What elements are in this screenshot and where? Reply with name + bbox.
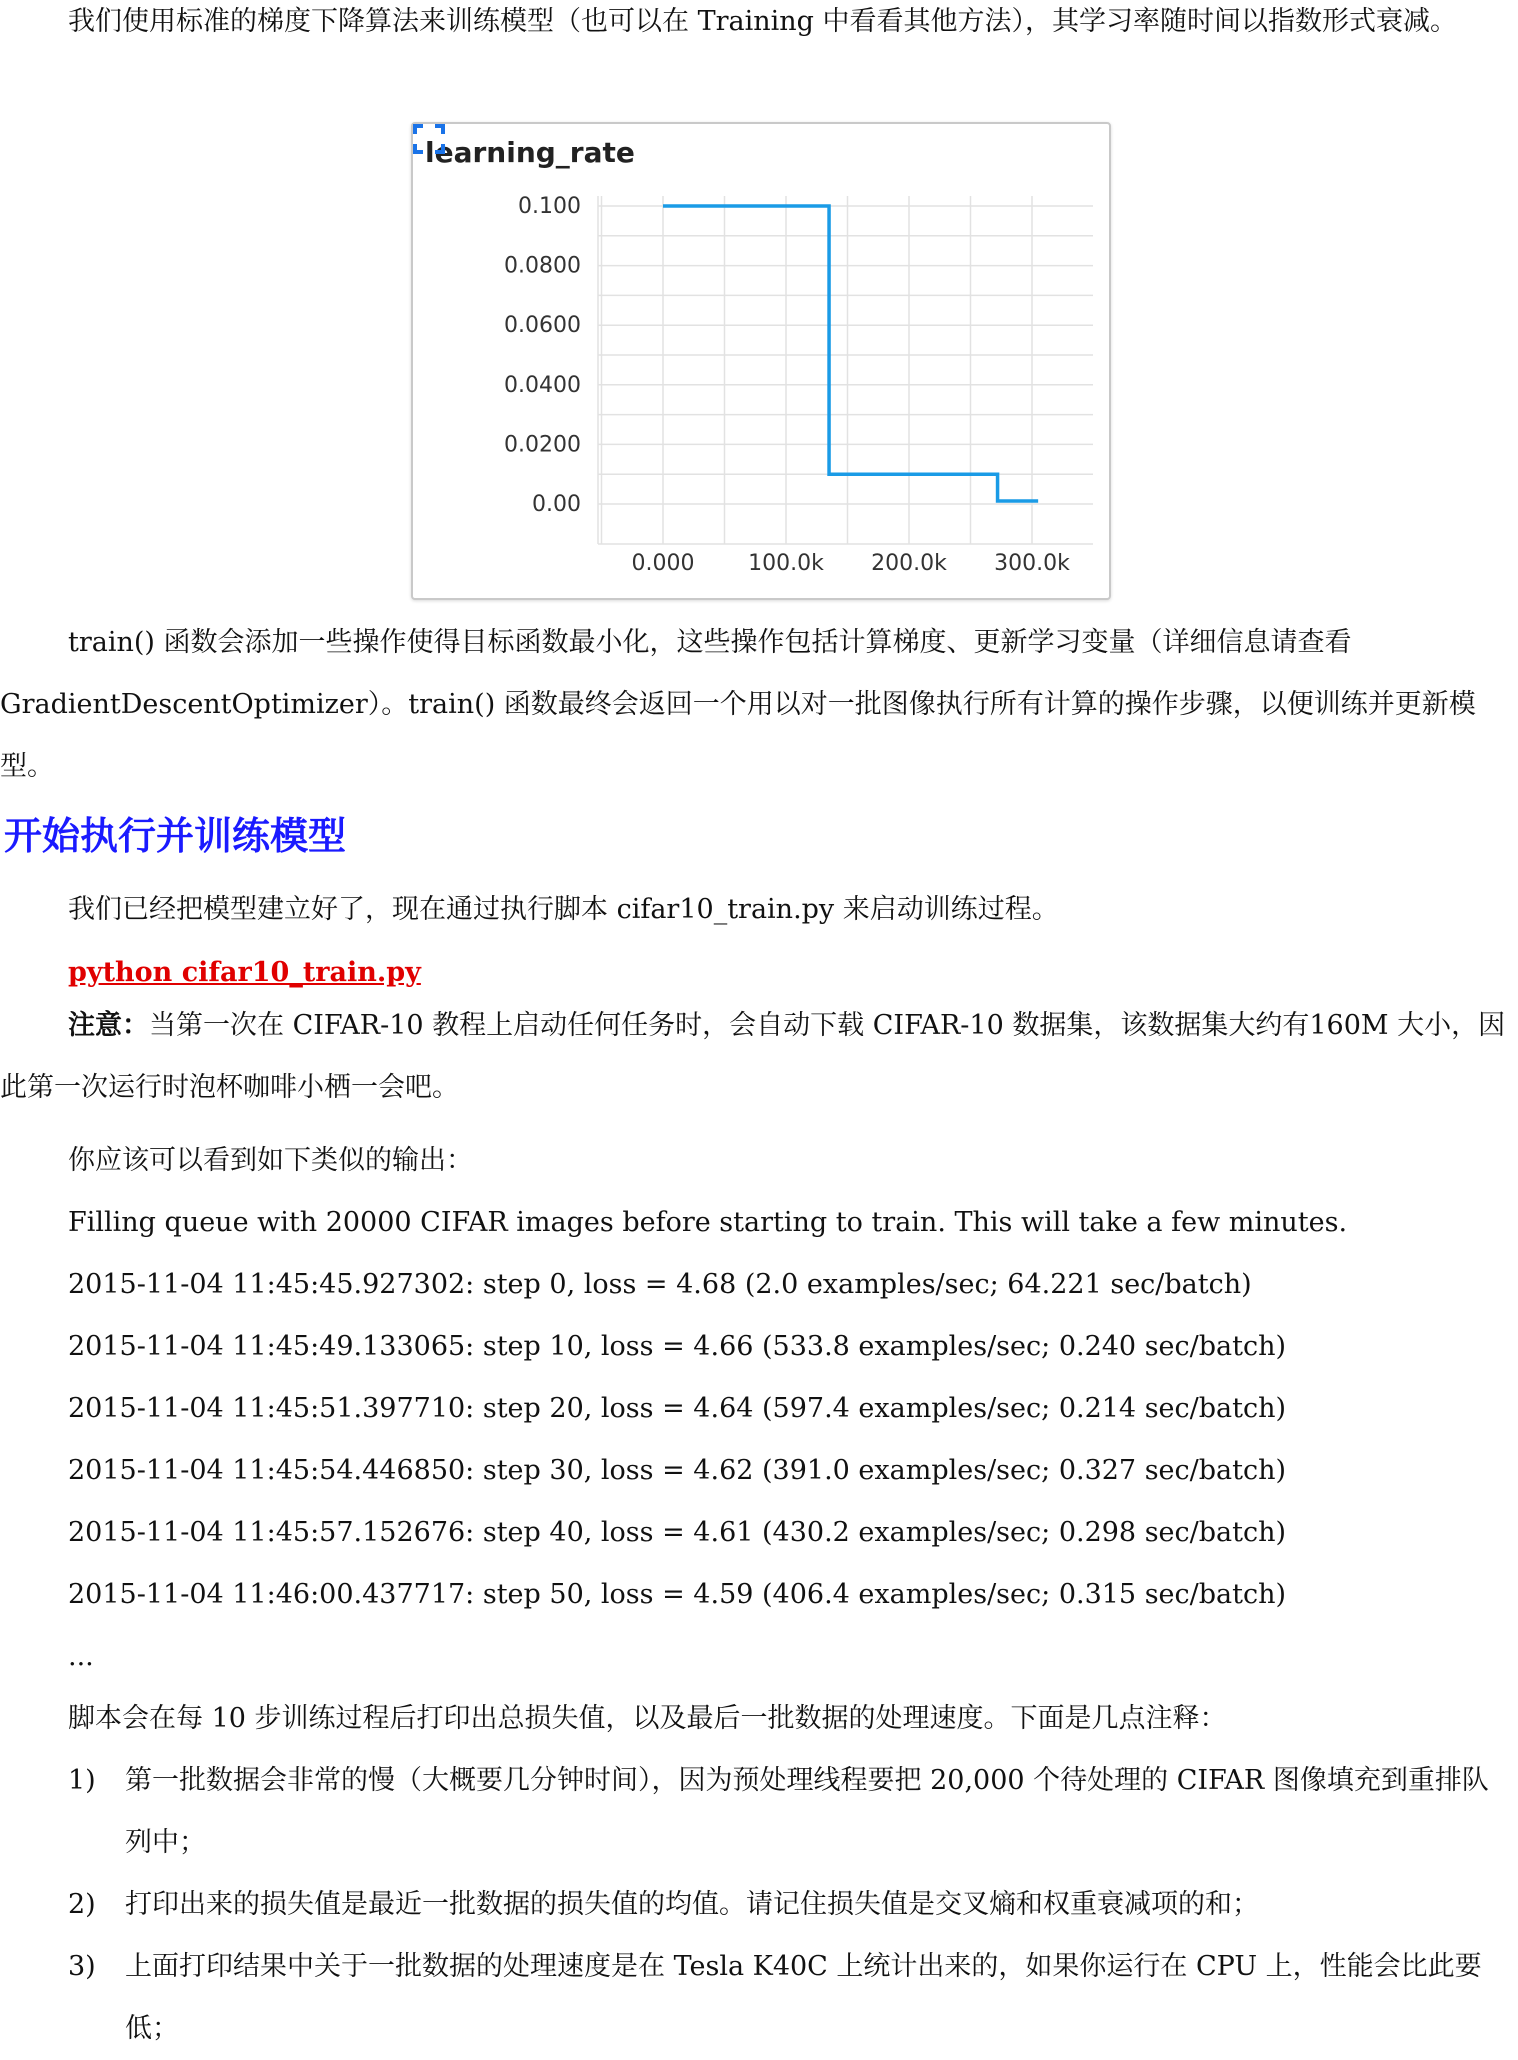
section-intro: 我们已经把模型建立好了，现在通过执行脚本 cifar10_train.py 来启动训练过程。 — [68, 894, 1059, 925]
y-tick-label: 0.100 — [518, 194, 581, 219]
list-number: 1) — [68, 1765, 96, 1796]
output-line: 2015-11-04 11:45:45.927302: step 0, loss = 4.68 (2.0 examples/sec; 64.221 sec/batch) — [68, 1269, 1252, 1300]
note-label: 注意： — [68, 1010, 149, 1041]
list-number: 3) — [68, 1951, 96, 1982]
output-line: 2015-11-04 11:45:51.397710: step 20, loss = 4.64 (597.4 examples/sec; 0.214 sec/batch) — [68, 1393, 1287, 1424]
list-number: 2) — [68, 1889, 96, 1920]
y-tick-label: 0.0400 — [504, 372, 581, 398]
output-line: 2015-11-04 11:45:54.446850: step 30, loss = 4.62 (391.0 examples/sec; 0.327 sec/batch) — [68, 1455, 1287, 1486]
list-item — [0, 1750, 1510, 1874]
learning-rate-series-line — [663, 206, 1038, 501]
note-text: 当第一次在 CIFAR-10 教程上启动任何任务时，会自动下载 CIFAR-10 数据集，该数据集大约有160M 大小，因此第一次运行时泡杯咖啡小栖一会吧。 — [0, 1010, 1506, 1103]
output-intro: 你应该可以看到如下类似的输出： — [68, 1145, 473, 1176]
list-text: 上面打印结果中关于一批数据的处理速度是在 Tesla K40C 上统计出来的，如果你运行在 CPU 上，性能会比此要低； — [125, 1951, 1482, 2044]
y-tick-label: 0.00 — [532, 492, 581, 517]
x-tick-label: 100.0k — [748, 551, 824, 576]
output-ellipsis: ... — [68, 1641, 94, 1672]
chart-title: learning_rate — [425, 136, 635, 169]
intro-paragraph: 我们使用标准的梯度下降算法来训练模型（也可以在 Training 中看看其他方法），其学习率随时间以指数形式衰减。 — [68, 6, 1458, 37]
x-tick-label: 300.0k — [994, 551, 1070, 576]
output-line: 2015-11-04 11:45:49.133065: step 10, loss = 4.66 (533.8 examples/sec; 0.240 sec/batch) — [68, 1331, 1287, 1362]
chart-plot — [413, 124, 1109, 598]
x-tick-label: 200.0k — [871, 551, 947, 576]
list-text: 第一批数据会非常的慢（大概要几分钟时间），因为预处理线程要把 20,000 个待处理的 CIFAR 图像填充到重排队列中； — [125, 1765, 1489, 1858]
section-heading: 开始执行并训练模型 — [4, 814, 347, 858]
command-text: python cifar10_train.py — [68, 957, 421, 988]
y-tick-label: 0.0800 — [504, 253, 581, 279]
list-item — [0, 1874, 1510, 1936]
output-line: 2015-11-04 11:45:57.152676: step 40, loss = 4.61 (430.2 examples/sec; 0.298 sec/batch) — [68, 1517, 1287, 1548]
learning-rate-chart — [411, 122, 1111, 600]
output-line: Filling queue with 20000 CIFAR images before starting to train. This will take a few minutes. — [68, 1207, 1348, 1238]
note-paragraph — [0, 995, 1510, 1119]
list-item — [0, 1936, 1510, 2060]
y-tick-label: 0.0200 — [504, 432, 581, 458]
train-function-paragraph: train() 函数会添加一些操作使得目标函数最小化，这些操作包括计算梯度、更新学习变量（详细信息请查看 GradientDescentOptimizer）。train() 函数最终会返回一个用以对一批图像执行所有计算的操作步骤，以便训练并更新模型。 — [0, 627, 1476, 782]
command-line — [68, 953, 421, 993]
output-line: 2015-11-04 11:46:00.437717: step 50, loss = 4.59 (406.4 examples/sec; 0.315 sec/batch) — [68, 1579, 1287, 1610]
summary-paragraph: 脚本会在每 10 步训练过程后打印出总损失值，以及最后一批数据的处理速度。下面是几点注释： — [68, 1703, 1227, 1734]
y-tick-label: 0.0600 — [504, 313, 581, 339]
list-text: 打印出来的损失值是最近一批数据的损失值的均值。请记住损失值是交叉熵和权重衰减项的和； — [125, 1889, 1259, 1920]
expand-icon[interactable] — [413, 124, 445, 154]
x-tick-label: 0.000 — [631, 551, 695, 576]
